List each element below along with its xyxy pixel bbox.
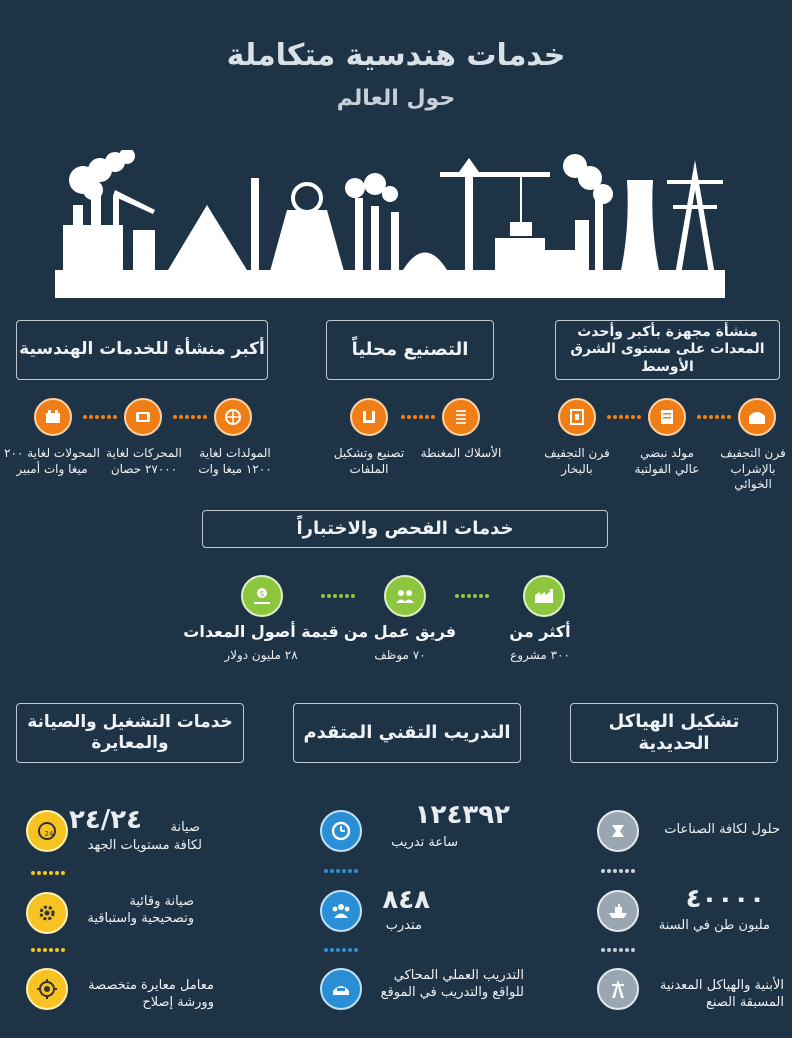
team-icon (384, 575, 426, 617)
label-vacuum-oven: فرن التجفيف بالإشراب الخوائي (720, 446, 786, 492)
gear-icon (26, 892, 68, 934)
stat-team-title: فريق عمل من (343, 622, 457, 641)
connector-dots (452, 593, 492, 599)
steel-tonnage-value: ٤٠٠٠٠ (685, 884, 765, 914)
connector-dots (170, 414, 210, 420)
motor-icon (124, 398, 162, 436)
calibration-labs-label: معامل معايرة متخصصة وورشة إصلاح (88, 978, 214, 1010)
connector-dots (80, 414, 120, 420)
section-box-largest-facility: أكبر منشأة للخدمات الهندسية (16, 320, 268, 380)
connector-dots (321, 868, 361, 874)
connector-dots (604, 414, 644, 420)
steam-oven-icon (558, 398, 596, 436)
group-icon (320, 890, 362, 932)
label-magnet-wires: الأسلاك المغنطة (420, 446, 502, 460)
money-hand-icon (241, 575, 283, 617)
trainees-value: ٨٤٨ (382, 885, 430, 915)
steel-prefab-label: الأبنية والهياكل المعدنية المسبقة الصنع (659, 978, 784, 1010)
svg-text:$: $ (259, 589, 265, 598)
label-transformers: المحولات لغاية ٢٠٠ ميغا وات أمبير (4, 446, 100, 476)
connector-dots (28, 870, 68, 876)
training-practical-label: التدريب العملي المحاكي للواقع والتدريب في الموقع (380, 968, 524, 1000)
preventive-maintenance-label: صيانة وقائية وتصحيحية واستباقية (87, 894, 194, 926)
connector-dots (28, 947, 68, 953)
steel-tonnage-label: مليون طن في السنة (658, 918, 770, 933)
label-steam-oven: فرن التجفيف بالبخار (544, 446, 610, 476)
label-impulse-generator: مولد نبضي عالي الفولتية (634, 446, 700, 476)
stat-assets-value: ٢٨ مليون دولار (224, 648, 298, 662)
generator-fan-icon (214, 398, 252, 436)
label-coil-manufacturing: تصنيع وتشكيل الملفات (333, 446, 405, 476)
connector-dots (598, 947, 638, 953)
industrial-skyline-illustration (55, 150, 735, 300)
oven-icon (738, 398, 776, 436)
coil-forming-icon (350, 398, 388, 436)
stat-projects-title: أكثر من (509, 622, 571, 641)
section-box-local-manufacturing: التصنيع محلياً (326, 320, 494, 380)
stat-assets-title: قيمة أصول المعدات (183, 622, 339, 641)
training-hours-value: ١٢٤٣٩٢ (414, 800, 510, 830)
stat-projects-value: ٣٠٠ مشروع (510, 648, 570, 662)
section-box-operation: خدمات التشغيل والصيانة والمعايرة (16, 703, 244, 763)
connector-dots (694, 414, 734, 420)
wire-coil-icon (442, 398, 480, 436)
label-motors: المحركات لغاية ٢٧٠٠٠ حصان (106, 446, 182, 476)
connector-dots (321, 947, 361, 953)
label-generators: المولدات لغاية ١٢٠٠ ميغا وات (198, 446, 272, 476)
connector-dots (398, 414, 438, 420)
maintenance-value: ٢٤/٢٤ (69, 805, 142, 835)
simulator-icon (320, 968, 362, 1010)
steel-industries-label: حلول لكافة الصناعات (664, 822, 780, 837)
target-icon (26, 968, 68, 1010)
page-subtitle: حول العالم (336, 86, 456, 111)
section-box-training: التدريب التقني المتقدم (293, 703, 521, 763)
tower-icon (597, 968, 639, 1010)
connector-dots (598, 868, 638, 874)
training-hours-label: ساعة تدريب (391, 835, 458, 850)
ship-icon (597, 890, 639, 932)
section-box-inspection: خدمات الفحص والاختباراً (202, 510, 608, 548)
industries-icon (597, 810, 639, 852)
clock-icon (320, 810, 362, 852)
gauge-24-icon (26, 810, 68, 852)
maintenance-sub: لكافة مستويات الجهد (87, 838, 202, 853)
connector-dots (318, 593, 358, 599)
section-box-steel: تشكيل الهياكل الحديدية (570, 703, 778, 763)
page-title: خدمات هندسية متكاملة (226, 38, 566, 73)
svg-text:24: 24 (44, 830, 54, 838)
factory-icon (523, 575, 565, 617)
maintenance-label: صيانة (170, 820, 200, 835)
stat-team-value: ٧٠ موظف (374, 648, 426, 662)
transformer-icon (34, 398, 72, 436)
section-box-equipment: منشأة مجهزة بأكبر وأحدث المعدات على مستوى الشرق الأوسط (555, 320, 780, 380)
trainees-label: متدرب (385, 918, 422, 933)
generator-icon (648, 398, 686, 436)
